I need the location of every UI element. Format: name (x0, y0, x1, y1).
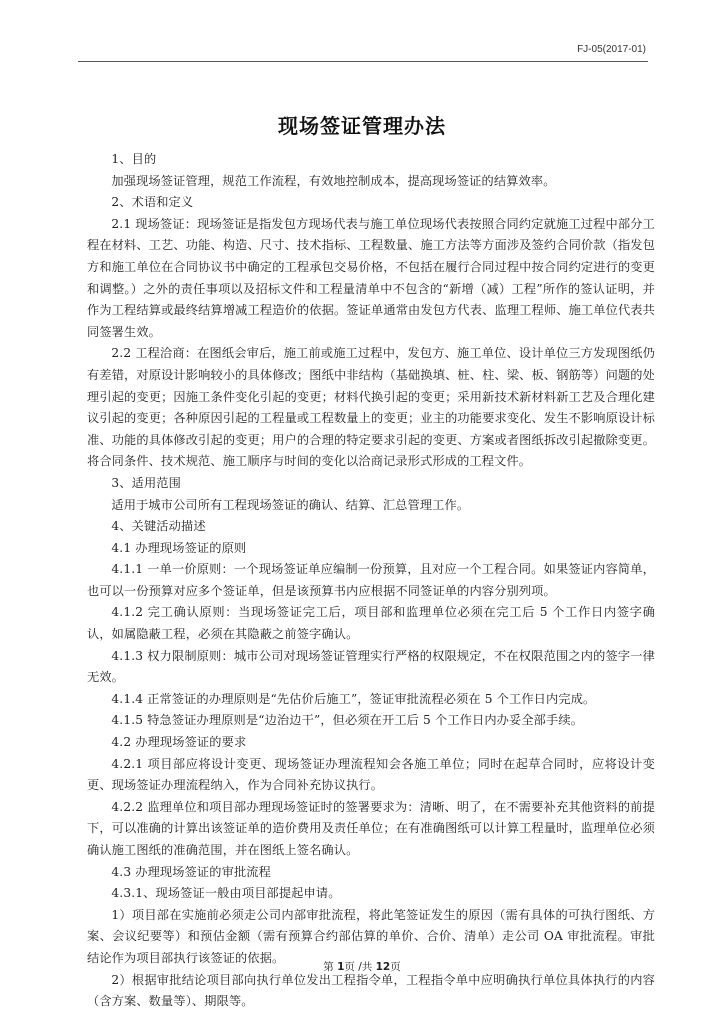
paragraph: 4.2.2 监理单位和项目部办理现场签证时的签署要求为：清晰、明了，在不需要补充其他资料的前提下，可以准确的计算出该签证单的造价费用及责任单位；在有准确图纸可以计算工程量时，监理单位必须确认施工图纸的准确范围，并在图纸上签名确认。 (87, 799, 655, 857)
paragraph: 4.1.1 一单一价原则：一个现场签证单应编制一份预算，且对应一个工程合同。如果签证内容简单，也可以一份预算对应多个签证单，但是该预算书内应根据不同签证单的内容分别列项。 (87, 562, 655, 598)
document-code: FJ-05(2017-01) (577, 44, 646, 55)
subsection-heading: 4.3 办理现场签证的审批流程 (111, 864, 271, 879)
paragraph: 4.3.1、现场签证一般由项目部提起申请。 (111, 886, 341, 901)
subsection-heading: 4.1 办理现场签证的原则 (111, 540, 247, 555)
header-rule (78, 61, 648, 62)
paragraph: 4.2.1 项目部应将设计变更、现场签证办理流程知会各施工单位；同时在起草合同时，应将设计变更、现场签证办理流程纳入，作为合同补充协议执行。 (87, 756, 655, 793)
paragraph: 2）根据审批结论项目部向执行单位发出工程指令单，工程指令单中应明确执行单位具体执行的内容（含方案、数量等）、期限等。 (87, 972, 655, 1009)
paragraph: 2.2 工程洽商：在图纸会审后，施工前或施工过程中，发包方、施工单位、设计单位三方发现图纸仍有差错，对原设计影响较小的具体修改；图纸中非结构（基础换填、桩、柱、梁、板、钢筋等）问题的处理引起的变更；因施工条件变化引起的变更；材料代换引起的变更；采用新技术新材料新工艺及合理化建议引起的变更；各种原因引起的工程量或工程数量上的变更；业主的功能要求变化、发生不影响原设计标准、功能的具体修改引起的变更；用户的合理的特定要求引起的变更、方案或者图纸拆改引起撤除变更。将合同条件、技术规范、施工顺序与时间的变化以洽商记录形式形成的工程文件。 (87, 346, 655, 469)
paragraph: 4.1.3 权力限制原则：城市公司对现场签证管理实行严格的权限规定，不在权限范围之内的签字一律无效。 (87, 648, 655, 685)
paragraph: 1）项目部在实施前必须走公司内部审批流程，将此笔签证发生的原因（需有具体的可执行图纸、方案、会议纪要等）和预估金额（需有预算合约部估算的单价、合价、清单）走公司 OA 审批流程。审批结论作为项目部执行该签证的依据。 (87, 907, 655, 965)
page-prefix: 第 (323, 961, 334, 973)
section-heading-activities: 4、关键活动描述 (111, 519, 206, 534)
page-total: 12 (375, 961, 391, 973)
paragraph: 4.1.2 完工确认原则：当现场签证完工后，项目部和监理单位必须在完工后 5 个工作日内签字确认，如属隐蔽工程，必须在其隐蔽之前签字确认。 (87, 605, 655, 642)
section-heading-purpose: 1、目的 (111, 152, 157, 166)
paragraph: 4.1.4 正常签证的办理原则是“先估价后施工”，签证审批流程必须在 5 个工作日内完成。 (111, 691, 596, 706)
document-body (87, 149, 655, 1013)
section-heading-scope: 3、适用范围 (111, 475, 181, 490)
paragraph: 2.1 现场签证：现场签证是指发包方现场代表与施工单位现场代表按照合同约定就施工过程中部分工程在材料、工艺、功能、构造、尺寸、技术指标、工程数量、施工方法等方面涉及签约合同价款（指发包方和施工单位在合同协议书中确定的工程承包交易价格，不包括在履行合同过程中按合同约定进行的变更和调整。）之外的责任事项以及招标文件和工程量清单中不包含的“新增（减）工程”所作的签认证明，并作为工程结算或最终结算增减工程造价的依据。签证单通常由发包方代表、监理工程师、施工单位代表共同签署生效。 (87, 216, 655, 339)
subsection-heading: 4.2 办理现场签证的要求 (111, 735, 247, 750)
paragraph: 加强现场签证管理，规范工作流程，有效地控制成本，提高现场签证的结算效率。 (111, 173, 556, 188)
page-current: 1 (337, 961, 345, 973)
page-title: 现场签证管理办法 (278, 114, 446, 138)
paragraph: 4.1.5 特急签证办理原则是“边治边干”，但必须在开工后 5 个工作日内办妥全部手续。 (111, 713, 584, 728)
page-footer (0, 959, 724, 974)
paragraph: 适用于城市公司所有工程现场签证的确认、结算、汇总管理工作。 (111, 497, 470, 512)
page-suffix: 页 (390, 961, 401, 973)
page-mid: 页 /共 (344, 961, 373, 973)
section-heading-terms: 2、术语和定义 (111, 195, 194, 210)
